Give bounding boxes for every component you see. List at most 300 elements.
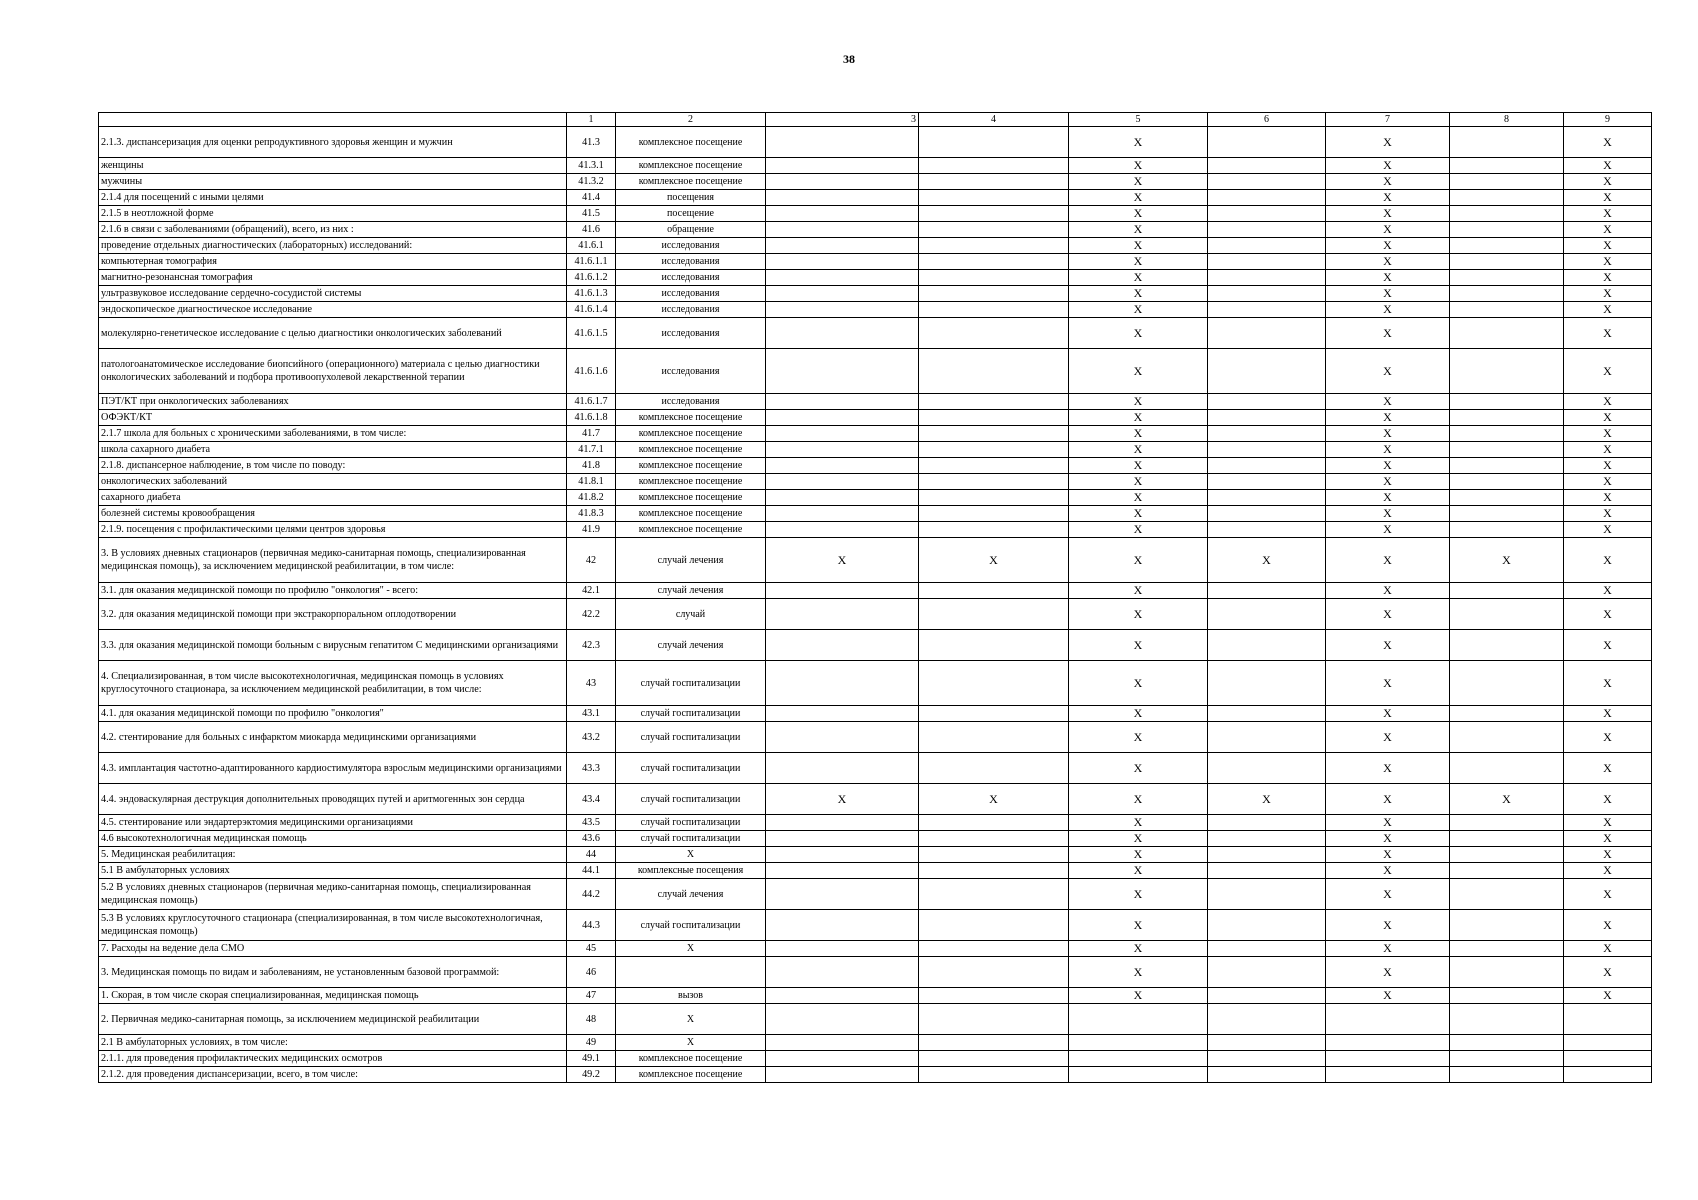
row-unit: исследования — [616, 349, 766, 394]
row-name: 7. Расходы на ведение дела СМО — [99, 941, 567, 957]
col3-value — [766, 630, 919, 661]
col3-value — [766, 957, 919, 988]
col3-value — [766, 583, 919, 599]
col8-value — [1450, 174, 1564, 190]
col3-value — [766, 722, 919, 753]
col9-value: X — [1564, 286, 1652, 302]
row-code: 41.3.2 — [567, 174, 616, 190]
col5-value: X — [1069, 490, 1208, 506]
col9-value — [1564, 1004, 1652, 1035]
col6-value — [1208, 1067, 1326, 1083]
col7-value: X — [1326, 988, 1450, 1004]
col5-value: X — [1069, 158, 1208, 174]
table-row — [99, 1035, 1652, 1051]
col3-value — [766, 910, 919, 941]
col5-value: X — [1069, 222, 1208, 238]
col4-value — [919, 522, 1069, 538]
row-code: 41.7 — [567, 426, 616, 442]
row-unit: комплексное посещение — [616, 158, 766, 174]
col4-value — [919, 630, 1069, 661]
col3-value — [766, 426, 919, 442]
col5-value: X — [1069, 815, 1208, 831]
row-code: 41.6 — [567, 222, 616, 238]
row-name: 2.1 В амбулаторных условиях, в том числе: — [99, 1035, 567, 1051]
col5-value: X — [1069, 583, 1208, 599]
row-name: 3.2. для оказания медицинской помощи при экстракорпоральном оплодотворении — [99, 599, 567, 630]
col9-value: X — [1564, 847, 1652, 863]
col8-value — [1450, 270, 1564, 286]
col3-value — [766, 410, 919, 426]
row-code: 41.6.1.7 — [567, 394, 616, 410]
row-code: 42.2 — [567, 599, 616, 630]
row-code: 41.8.1 — [567, 474, 616, 490]
table-row — [99, 815, 1652, 831]
col8-value — [1450, 127, 1564, 158]
row-unit: X — [616, 1035, 766, 1051]
col6-value — [1208, 410, 1326, 426]
col4-value — [919, 910, 1069, 941]
row-name: 2.1.9. посещения с профилактическими целями центров здоровья — [99, 522, 567, 538]
col7-value — [1326, 1004, 1450, 1035]
row-name: ультразвуковое исследование сердечно-сосудистой системы — [99, 286, 567, 302]
table-row — [99, 538, 1652, 583]
col9-value — [1564, 1067, 1652, 1083]
col9-value: X — [1564, 349, 1652, 394]
col5-value: X — [1069, 753, 1208, 784]
col4-value — [919, 661, 1069, 706]
col3-value — [766, 442, 919, 458]
row-code: 43 — [567, 661, 616, 706]
col6-value: X — [1208, 784, 1326, 815]
row-code: 44.1 — [567, 863, 616, 879]
col3-value — [766, 222, 919, 238]
col8-value — [1450, 410, 1564, 426]
row-unit: исследования — [616, 394, 766, 410]
table-row — [99, 661, 1652, 706]
col7-value: X — [1326, 474, 1450, 490]
header-cell: 8 — [1450, 113, 1564, 127]
col3-value — [766, 879, 919, 910]
col3-value — [766, 1035, 919, 1051]
table-row — [99, 988, 1652, 1004]
row-code: 41.6.1.5 — [567, 318, 616, 349]
col4-value: X — [919, 784, 1069, 815]
page-number: 38 — [843, 52, 855, 66]
row-name: 2.1.2. для проведения диспансеризации, всего, в том числе: — [99, 1067, 567, 1083]
col8-value — [1450, 349, 1564, 394]
table-row — [99, 302, 1652, 318]
col6-value — [1208, 1035, 1326, 1051]
col3-value — [766, 458, 919, 474]
col7-value: X — [1326, 222, 1450, 238]
col6-value — [1208, 394, 1326, 410]
table-row — [99, 254, 1652, 270]
row-code: 42.1 — [567, 583, 616, 599]
col3-value — [766, 158, 919, 174]
col3-value — [766, 1051, 919, 1067]
col9-value: X — [1564, 442, 1652, 458]
table-row — [99, 706, 1652, 722]
col5-value: X — [1069, 879, 1208, 910]
table-row — [99, 583, 1652, 599]
col8-value — [1450, 458, 1564, 474]
col9-value: X — [1564, 815, 1652, 831]
row-name: 2.1.3. диспансеризация для оценки репродуктивного здоровья женщин и мужчин — [99, 127, 567, 158]
col8-value — [1450, 158, 1564, 174]
col5-value: X — [1069, 394, 1208, 410]
row-name: 4.1. для оказания медицинской помощи по профилю "онкология" — [99, 706, 567, 722]
col4-value — [919, 879, 1069, 910]
table-row — [99, 394, 1652, 410]
col5-value: X — [1069, 661, 1208, 706]
col7-value: X — [1326, 753, 1450, 784]
col9-value: X — [1564, 206, 1652, 222]
row-code: 41.6.1.6 — [567, 349, 616, 394]
row-unit: комплексное посещение — [616, 474, 766, 490]
col7-value: X — [1326, 538, 1450, 583]
col5-value: X — [1069, 238, 1208, 254]
col8-value — [1450, 238, 1564, 254]
col4-value — [919, 490, 1069, 506]
col7-value: X — [1326, 661, 1450, 706]
row-unit: комплексное посещение — [616, 522, 766, 538]
row-code: 41.7.1 — [567, 442, 616, 458]
col7-value: X — [1326, 458, 1450, 474]
row-name: 5.2 В условиях дневных стационаров (первичная медико-санитарная помощь, специализированная медицинская помощь) — [99, 879, 567, 910]
col3-value — [766, 753, 919, 784]
col3-value: X — [766, 784, 919, 815]
col3-value — [766, 522, 919, 538]
col5-value: X — [1069, 722, 1208, 753]
table-row — [99, 490, 1652, 506]
row-unit — [616, 957, 766, 988]
col4-value — [919, 1035, 1069, 1051]
col6-value — [1208, 706, 1326, 722]
col4-value — [919, 458, 1069, 474]
table-row — [99, 158, 1652, 174]
col6-value — [1208, 910, 1326, 941]
col5-value — [1069, 1051, 1208, 1067]
row-unit: комплексное посещение — [616, 1051, 766, 1067]
table-row — [99, 847, 1652, 863]
col9-value: X — [1564, 706, 1652, 722]
header-cell: 4 — [919, 113, 1069, 127]
col7-value: X — [1326, 394, 1450, 410]
row-name: 2.1.4 для посещений с иными целями — [99, 190, 567, 206]
col3-value — [766, 1067, 919, 1083]
col8-value — [1450, 222, 1564, 238]
col3-value — [766, 506, 919, 522]
header-cell — [99, 113, 567, 127]
col9-value: X — [1564, 190, 1652, 206]
col5-value: X — [1069, 302, 1208, 318]
row-name: онкологических заболеваний — [99, 474, 567, 490]
row-code: 41.6.1.2 — [567, 270, 616, 286]
row-unit: исследования — [616, 270, 766, 286]
col7-value: X — [1326, 706, 1450, 722]
col4-value — [919, 254, 1069, 270]
col8-value — [1450, 661, 1564, 706]
row-unit: случай госпитализации — [616, 753, 766, 784]
col8-value — [1450, 847, 1564, 863]
row-unit: комплексное посещение — [616, 458, 766, 474]
col8-value — [1450, 753, 1564, 784]
col7-value: X — [1326, 286, 1450, 302]
row-code: 41.6.1.8 — [567, 410, 616, 426]
col3-value — [766, 831, 919, 847]
col8-value: X — [1450, 784, 1564, 815]
table-row — [99, 474, 1652, 490]
col5-value: X — [1069, 410, 1208, 426]
col6-value — [1208, 957, 1326, 988]
col3-value — [766, 599, 919, 630]
col3-value — [766, 254, 919, 270]
col8-value — [1450, 286, 1564, 302]
col8-value — [1450, 1004, 1564, 1035]
col8-value — [1450, 1067, 1564, 1083]
header-cell: 6 — [1208, 113, 1326, 127]
row-name: проведение отдельных диагностических (лабораторных) исследований: — [99, 238, 567, 254]
col5-value: X — [1069, 630, 1208, 661]
col6-value — [1208, 506, 1326, 522]
col7-value: X — [1326, 522, 1450, 538]
row-name: 4.5. стентирование или эндартерэктомия медицинскими организациями — [99, 815, 567, 831]
row-unit: комплексное посещение — [616, 1067, 766, 1083]
col9-value: X — [1564, 474, 1652, 490]
row-code: 43.1 — [567, 706, 616, 722]
row-name: 4.4. эндоваскулярная деструкция дополнительных проводящих путей и аритмогенных зон сердца — [99, 784, 567, 815]
row-name: 5.3 В условиях круглосуточного стационара (специализированная, в том числе высокотехнологичная, медицинская помощь) — [99, 910, 567, 941]
header-cell: 5 — [1069, 113, 1208, 127]
row-name: ОФЭКТ/КТ — [99, 410, 567, 426]
row-unit: исследования — [616, 302, 766, 318]
col8-value — [1450, 599, 1564, 630]
col7-value: X — [1326, 506, 1450, 522]
col4-value — [919, 722, 1069, 753]
table-row — [99, 1004, 1652, 1035]
row-unit: комплексное посещение — [616, 506, 766, 522]
col7-value: X — [1326, 302, 1450, 318]
row-code: 43.5 — [567, 815, 616, 831]
col8-value — [1450, 941, 1564, 957]
col9-value: X — [1564, 410, 1652, 426]
row-unit: комплексное посещение — [616, 426, 766, 442]
col3-value — [766, 706, 919, 722]
col7-value: X — [1326, 879, 1450, 910]
col8-value — [1450, 988, 1564, 1004]
col4-value — [919, 1067, 1069, 1083]
col9-value: X — [1564, 394, 1652, 410]
col7-value: X — [1326, 158, 1450, 174]
row-name: мужчины — [99, 174, 567, 190]
col7-value: X — [1326, 490, 1450, 506]
table-row — [99, 190, 1652, 206]
col7-value — [1326, 1067, 1450, 1083]
col4-value — [919, 349, 1069, 394]
row-name: 2.1.1. для проведения профилактических медицинских осмотров — [99, 1051, 567, 1067]
row-unit: посещение — [616, 206, 766, 222]
table-row — [99, 174, 1652, 190]
col9-value: X — [1564, 302, 1652, 318]
table-row — [99, 879, 1652, 910]
col7-value: X — [1326, 784, 1450, 815]
col7-value: X — [1326, 127, 1450, 158]
col5-value: X — [1069, 349, 1208, 394]
row-code: 41.3 — [567, 127, 616, 158]
row-unit: случай госпитализации — [616, 661, 766, 706]
col7-value — [1326, 1051, 1450, 1067]
col8-value — [1450, 1051, 1564, 1067]
row-unit: случай госпитализации — [616, 706, 766, 722]
col7-value: X — [1326, 190, 1450, 206]
col5-value: X — [1069, 957, 1208, 988]
row-unit: случай госпитализации — [616, 910, 766, 941]
col6-value — [1208, 174, 1326, 190]
row-name: 5. Медицинская реабилитация: — [99, 847, 567, 863]
col6-value — [1208, 286, 1326, 302]
col3-value — [766, 941, 919, 957]
col4-value — [919, 302, 1069, 318]
table-row — [99, 599, 1652, 630]
col5-value: X — [1069, 318, 1208, 349]
data-table — [98, 112, 1652, 1083]
col8-value — [1450, 831, 1564, 847]
table-row — [99, 127, 1652, 158]
col6-value — [1208, 206, 1326, 222]
row-code: 41.8 — [567, 458, 616, 474]
col4-value — [919, 394, 1069, 410]
row-code: 42.3 — [567, 630, 616, 661]
col5-value: X — [1069, 174, 1208, 190]
table-row — [99, 753, 1652, 784]
col9-value: X — [1564, 238, 1652, 254]
col9-value — [1564, 1035, 1652, 1051]
table-row — [99, 831, 1652, 847]
col5-value: X — [1069, 831, 1208, 847]
col6-value — [1208, 158, 1326, 174]
col3-value — [766, 270, 919, 286]
col8-value — [1450, 394, 1564, 410]
row-name: 2.1.6 в связи с заболеваниями (обращений), всего, из них : — [99, 222, 567, 238]
col7-value: X — [1326, 815, 1450, 831]
table-row — [99, 318, 1652, 349]
col4-value — [919, 988, 1069, 1004]
col3-value — [766, 988, 919, 1004]
row-unit: вызов — [616, 988, 766, 1004]
col9-value: X — [1564, 174, 1652, 190]
col3-value — [766, 1004, 919, 1035]
table-row — [99, 349, 1652, 394]
row-unit: X — [616, 1004, 766, 1035]
row-unit: исследования — [616, 254, 766, 270]
col8-value — [1450, 506, 1564, 522]
row-name: сахарного диабета — [99, 490, 567, 506]
row-code: 43.3 — [567, 753, 616, 784]
col6-value — [1208, 815, 1326, 831]
col8-value — [1450, 302, 1564, 318]
row-name: школа сахарного диабета — [99, 442, 567, 458]
row-code: 44.2 — [567, 879, 616, 910]
row-code: 41.8.3 — [567, 506, 616, 522]
col6-value — [1208, 831, 1326, 847]
col7-value: X — [1326, 722, 1450, 753]
table-row — [99, 458, 1652, 474]
row-name: магнитно-резонансная томография — [99, 270, 567, 286]
col6-value — [1208, 190, 1326, 206]
row-unit: случай — [616, 599, 766, 630]
row-name: 2.1.5 в неотложной форме — [99, 206, 567, 222]
col6-value — [1208, 583, 1326, 599]
row-unit: комплексное посещение — [616, 174, 766, 190]
col3-value — [766, 302, 919, 318]
col9-value: X — [1564, 722, 1652, 753]
col6-value — [1208, 661, 1326, 706]
col9-value: X — [1564, 506, 1652, 522]
row-name: 2. Первичная медико-санитарная помощь, за исключением медицинской реабилитации — [99, 1004, 567, 1035]
col6-value — [1208, 442, 1326, 458]
row-name: 3.1. для оказания медицинской помощи по профилю "онкология" - всего: — [99, 583, 567, 599]
col3-value — [766, 286, 919, 302]
table-row — [99, 222, 1652, 238]
row-unit: комплексное посещение — [616, 442, 766, 458]
col5-value — [1069, 1004, 1208, 1035]
table-row — [99, 957, 1652, 988]
col4-value — [919, 410, 1069, 426]
col9-value: X — [1564, 630, 1652, 661]
row-unit: исследования — [616, 286, 766, 302]
col4-value — [919, 706, 1069, 722]
col5-value: X — [1069, 426, 1208, 442]
row-unit: случай лечения — [616, 879, 766, 910]
col4-value — [919, 238, 1069, 254]
col5-value: X — [1069, 599, 1208, 630]
table-row — [99, 784, 1652, 815]
table-row — [99, 286, 1652, 302]
col7-value: X — [1326, 238, 1450, 254]
row-name: молекулярно-генетическое исследование с целью диагностики онкологических заболеваний — [99, 318, 567, 349]
row-unit: X — [616, 941, 766, 957]
col9-value: X — [1564, 458, 1652, 474]
col6-value — [1208, 879, 1326, 910]
col9-value: X — [1564, 784, 1652, 815]
col5-value: X — [1069, 190, 1208, 206]
col7-value: X — [1326, 318, 1450, 349]
col5-value: X — [1069, 474, 1208, 490]
col8-value: X — [1450, 538, 1564, 583]
col3-value — [766, 474, 919, 490]
col6-value — [1208, 474, 1326, 490]
col8-value — [1450, 206, 1564, 222]
col5-value: X — [1069, 522, 1208, 538]
col9-value: X — [1564, 490, 1652, 506]
table-row — [99, 442, 1652, 458]
col4-value — [919, 506, 1069, 522]
col9-value: X — [1564, 753, 1652, 784]
col8-value — [1450, 522, 1564, 538]
table-row — [99, 910, 1652, 941]
col8-value — [1450, 815, 1564, 831]
col7-value: X — [1326, 847, 1450, 863]
col7-value: X — [1326, 349, 1450, 394]
col4-value — [919, 442, 1069, 458]
col9-value: X — [1564, 222, 1652, 238]
col6-value — [1208, 522, 1326, 538]
col8-value — [1450, 722, 1564, 753]
col3-value — [766, 127, 919, 158]
row-name: 5.1 В амбулаторных условиях — [99, 863, 567, 879]
col7-value: X — [1326, 426, 1450, 442]
col5-value: X — [1069, 941, 1208, 957]
